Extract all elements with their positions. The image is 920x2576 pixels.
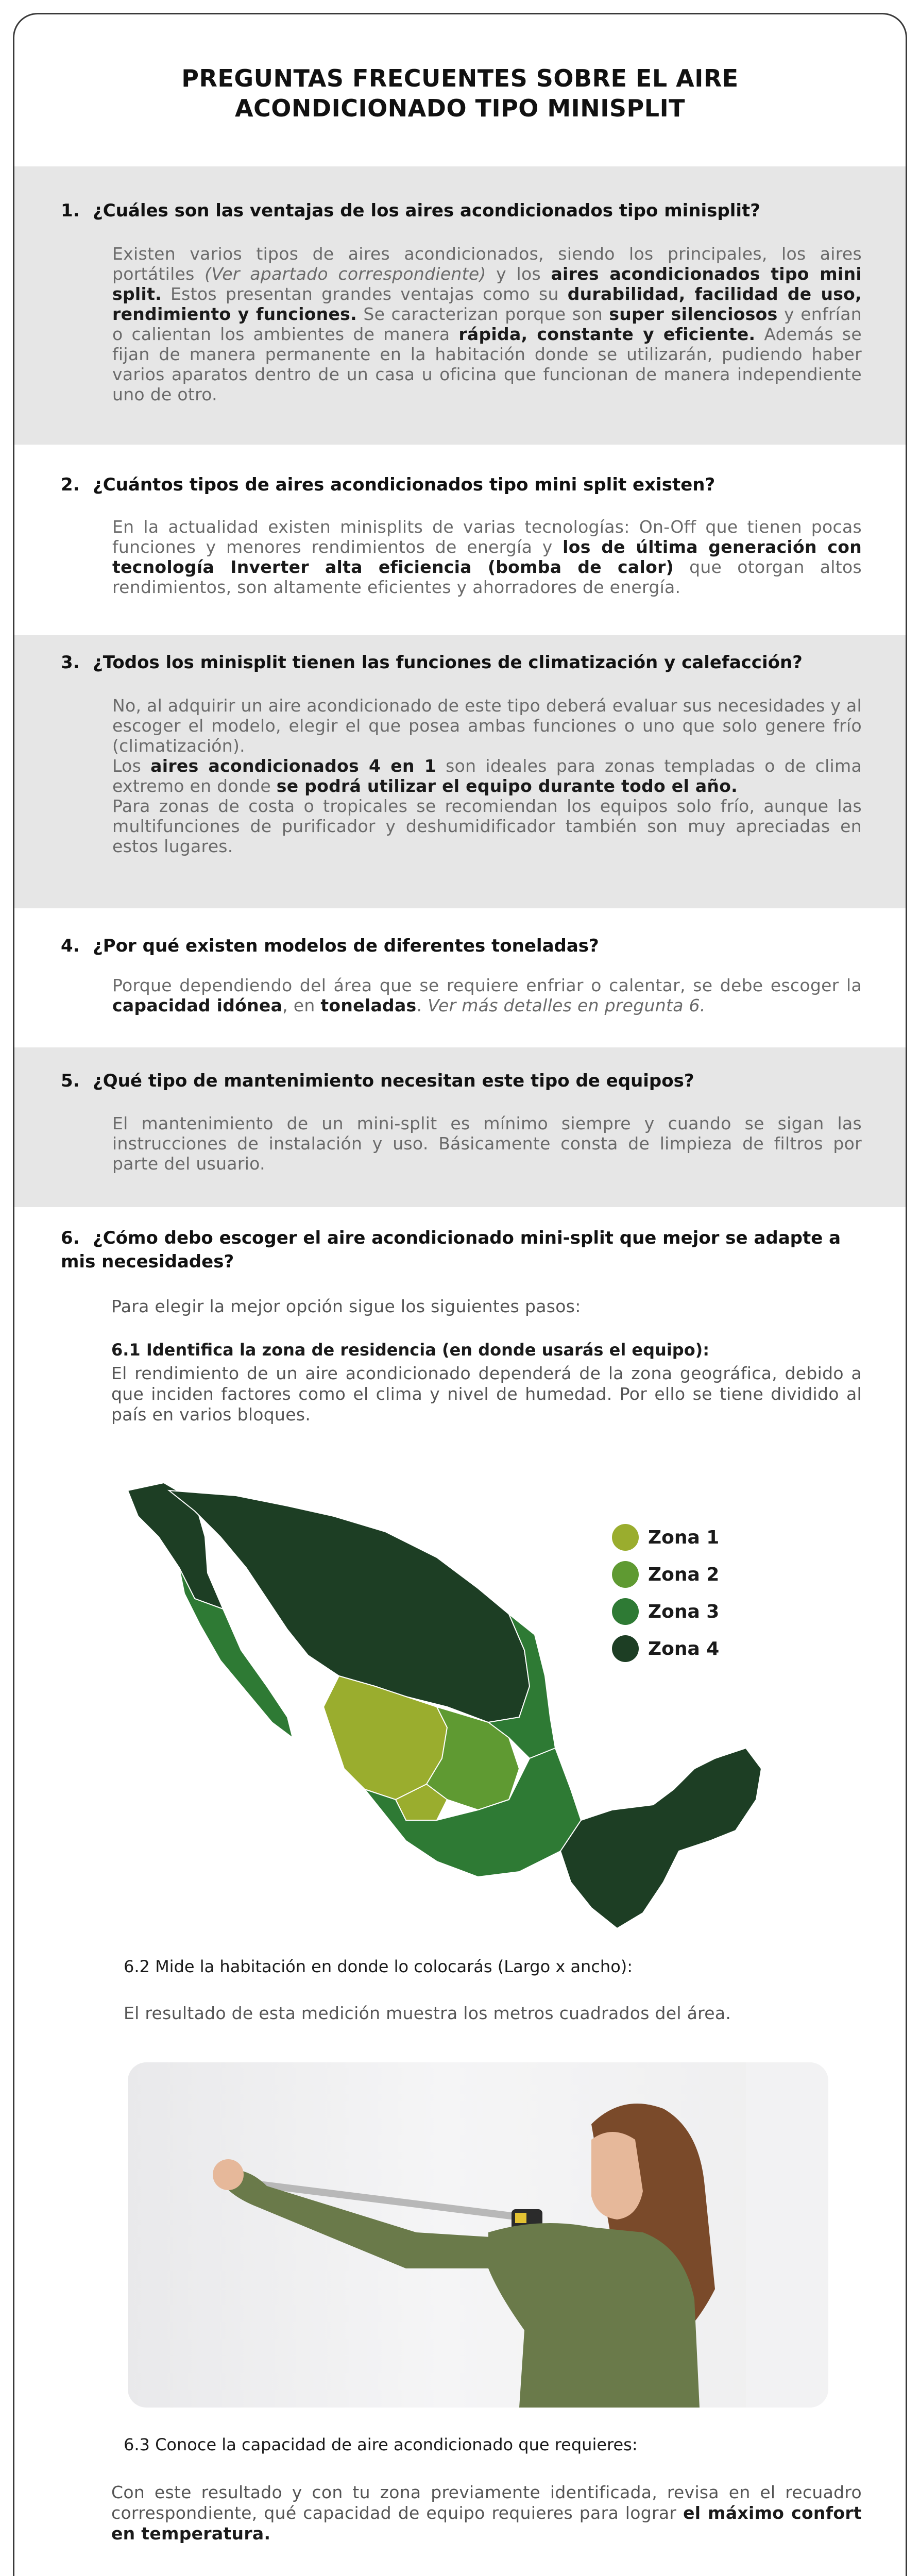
faq-section-1: [14, 166, 906, 445]
step-intro: Para elegir la mejor opción sigue los siguientes pasos:: [111, 1296, 581, 1316]
legend-item-zona-4: Zona 4: [612, 1635, 719, 1662]
faq-card: [13, 13, 907, 2576]
question-3: 3. ¿Todos los minisplit tienen las funciones de climatización y calefacción?: [61, 652, 803, 673]
question-4: 4. ¿Por qué existen modelos de diferentes toneladas?: [61, 936, 599, 956]
step-2-text: El resultado de esta medición muestra los metros cuadrados del área.: [124, 2003, 731, 2023]
step-1-text: El rendimiento de un aire acondicionado dependerá de la zona geográfica, debido a que inciden factores como el clima y nivel de humedad. Por ello se tiene dividido al país en varios bloques.: [111, 1363, 862, 1425]
question-1: [61, 199, 864, 223]
faq-section-4: [14, 908, 906, 1047]
page-title-line-2: ACONDICIONADO TIPO MINISPLIT: [234, 94, 686, 122]
legend-swatch: [612, 1561, 639, 1588]
step-3-title: 6.3 Conoce la capacidad de aire acondicionado que requieres:: [124, 2435, 638, 2454]
question-text: ¿Cuáles son las ventajas de los aires acondicionados tipo minisplit?: [93, 200, 761, 221]
faq-section-3: [14, 635, 906, 908]
legend-swatch: [612, 1598, 639, 1625]
legend-swatch: [612, 1524, 639, 1551]
step-2-title: 6.2 Mide la habitación en donde lo colocarás (Largo x ancho):: [124, 1957, 633, 1976]
legend-item-zona-1: Zona 1: [612, 1524, 719, 1551]
question-6: 6. ¿Cómo debo escoger el aire acondicionado mini-split que mejor se adapte a mis necesidades?: [61, 1228, 841, 1272]
legend-item-zona-2: Zona 2: [612, 1561, 719, 1588]
answer-1: Existen varios tipos de aires acondicionados, siendo los principales, los aires portátiles (Ver apartado correspondiente) y los aires acondicionados tipo mini split. Estos presentan grandes ventajas como su durabilidad, facilidad de uso, rendimiento y funciones. Se caracterizan porque son super silenciosos y enfrían o calientan los ambientes de manera rápida, constante y eficiente. Además se fijan de manera permanente en la habitación donde se utilizarán, pudiendo haber varios aparatos dentro de un casa u oficina que funcionan de manera independiente uno de otro.: [112, 244, 862, 404]
question-number: 1.: [61, 200, 80, 221]
measuring-photo: [128, 2062, 828, 2408]
answer-2: En la actualidad existen minisplits de varias tecnologías: On-Off que tienen pocas funciones y menores rendimientos de energía y los de última generación con tecnología Inverter alta eficiencia (bomba de calor) que otorgan altos rendimientos, son altamente eficientes y ahorradores de energía.: [112, 517, 862, 597]
answer-4: Porque dependiendo del área que se requiere enfriar o calentar, se debe escoger la capacidad idónea, en toneladas. Ver más detalles en pregunta 6.: [112, 975, 862, 1015]
legend-item-zona-3: Zona 3: [612, 1598, 719, 1625]
page-title-line-1: PREGUNTAS FRECUENTES SOBRE EL AIRE: [181, 64, 739, 92]
map-legend: [612, 1524, 719, 1672]
answer-5: El mantenimiento de un mini-split es mínimo siempre y cuando se sigan las instrucciones de instalación y uso. Básicamente consta de limpieza de filtros por parte del usuario.: [112, 1113, 862, 1174]
faq-section-2: [14, 445, 906, 635]
map-southeast: [560, 1748, 761, 1928]
page-title: [14, 63, 906, 123]
step-1-title: 6.1 Identifica la zona de residencia (en donde usarás el equipo):: [111, 1340, 710, 1360]
legend-swatch: [612, 1635, 639, 1662]
question-2: 2. ¿Cuántos tipos de aires acondicionados tipo mini split existen?: [61, 474, 715, 495]
answer-3: No, al adquirir un aire acondicionado de este tipo deberá evaluar sus necesidades y al escoger el modelo, elegir el que posea ambas funciones o uno que solo genere frío (climatización). Los aires acondicionados 4 en 1 son ideales para zonas templadas o de clima extremo en donde se podrá utilizar el equipo durante todo el año. Para zonas de costa o tropicales se recomiendan los equipos solo frío, aunque las multifunciones de purificador y deshumidificador también son muy apreciadas en estos lugares.: [112, 696, 862, 856]
faq-section-5: [14, 1047, 906, 1207]
measuring-illustration: [128, 2062, 828, 2408]
step-3-text: Con este resultado y con tu zona previamente identificada, revisa en el recuadro correspondiente, qué capacidad de equipo requieres para lograr el máximo confort en temperatura.: [111, 2482, 862, 2544]
question-5: 5. ¿Qué tipo de mantenimiento necesitan este tipo de equipos?: [61, 1071, 694, 1091]
